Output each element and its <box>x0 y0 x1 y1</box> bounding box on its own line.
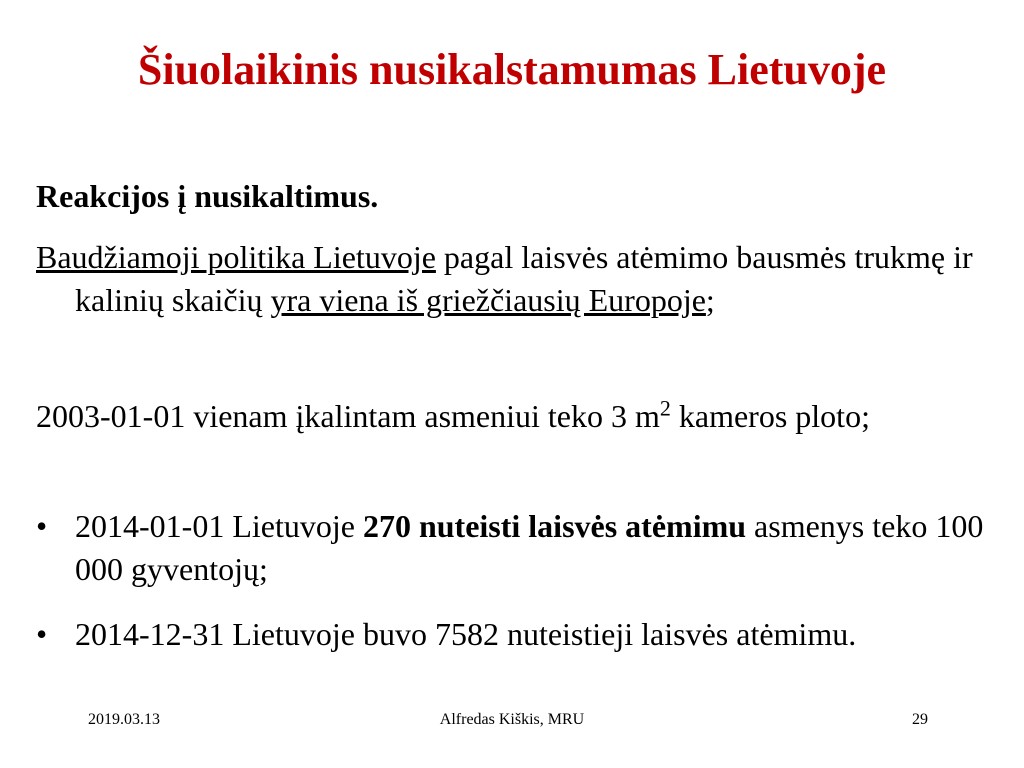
slide-title: Šiuolaikinis nusikalstamumas Lietuvoje <box>137 45 887 94</box>
bullet-text: 2014-01-01 Lietuvoje <box>75 508 363 544</box>
bullet-item <box>36 505 1024 591</box>
footer-author: Alfredas Kiškis, MRU <box>439 711 585 728</box>
bullet-item <box>36 613 1024 656</box>
bullet-icon: • <box>36 616 48 652</box>
page-number: 29 <box>912 711 928 728</box>
superscript: 2 <box>659 395 671 421</box>
bullet-icon: • <box>36 508 48 544</box>
paragraph-criminal-policy <box>36 236 1024 322</box>
link-criminal-policy[interactable]: Baudžiamoji politika Lietuvoje <box>36 239 436 275</box>
footer-date: 2019.03.13 <box>88 711 160 728</box>
paragraph-text: pagal laisvės atėmimo bausmės trukmę ir kalinių skaičių <box>75 239 973 318</box>
link-strictest-in-europe[interactable]: yra viena iš griežčiausių Europoje <box>270 282 706 318</box>
paragraph-cell-area <box>36 395 1024 438</box>
paragraph-text: ; <box>705 282 715 318</box>
bullet-text: asmenys teko 100 000 gyventojų; <box>75 508 984 587</box>
subheading: Reakcijos į nusikaltimus. <box>36 178 379 214</box>
bullet-text: 2014-12-31 Lietuvoje buvo 7582 nuteistieji laisvės atėmimu. <box>75 616 857 652</box>
paragraph-text: kameros ploto; <box>670 398 870 434</box>
paragraph-text: 2003-01-01 vienam įkalintam asmeniui teko 3 m <box>36 398 660 434</box>
bullet-bold-text: 270 nuteisti laisvės atėmimu <box>362 508 747 544</box>
